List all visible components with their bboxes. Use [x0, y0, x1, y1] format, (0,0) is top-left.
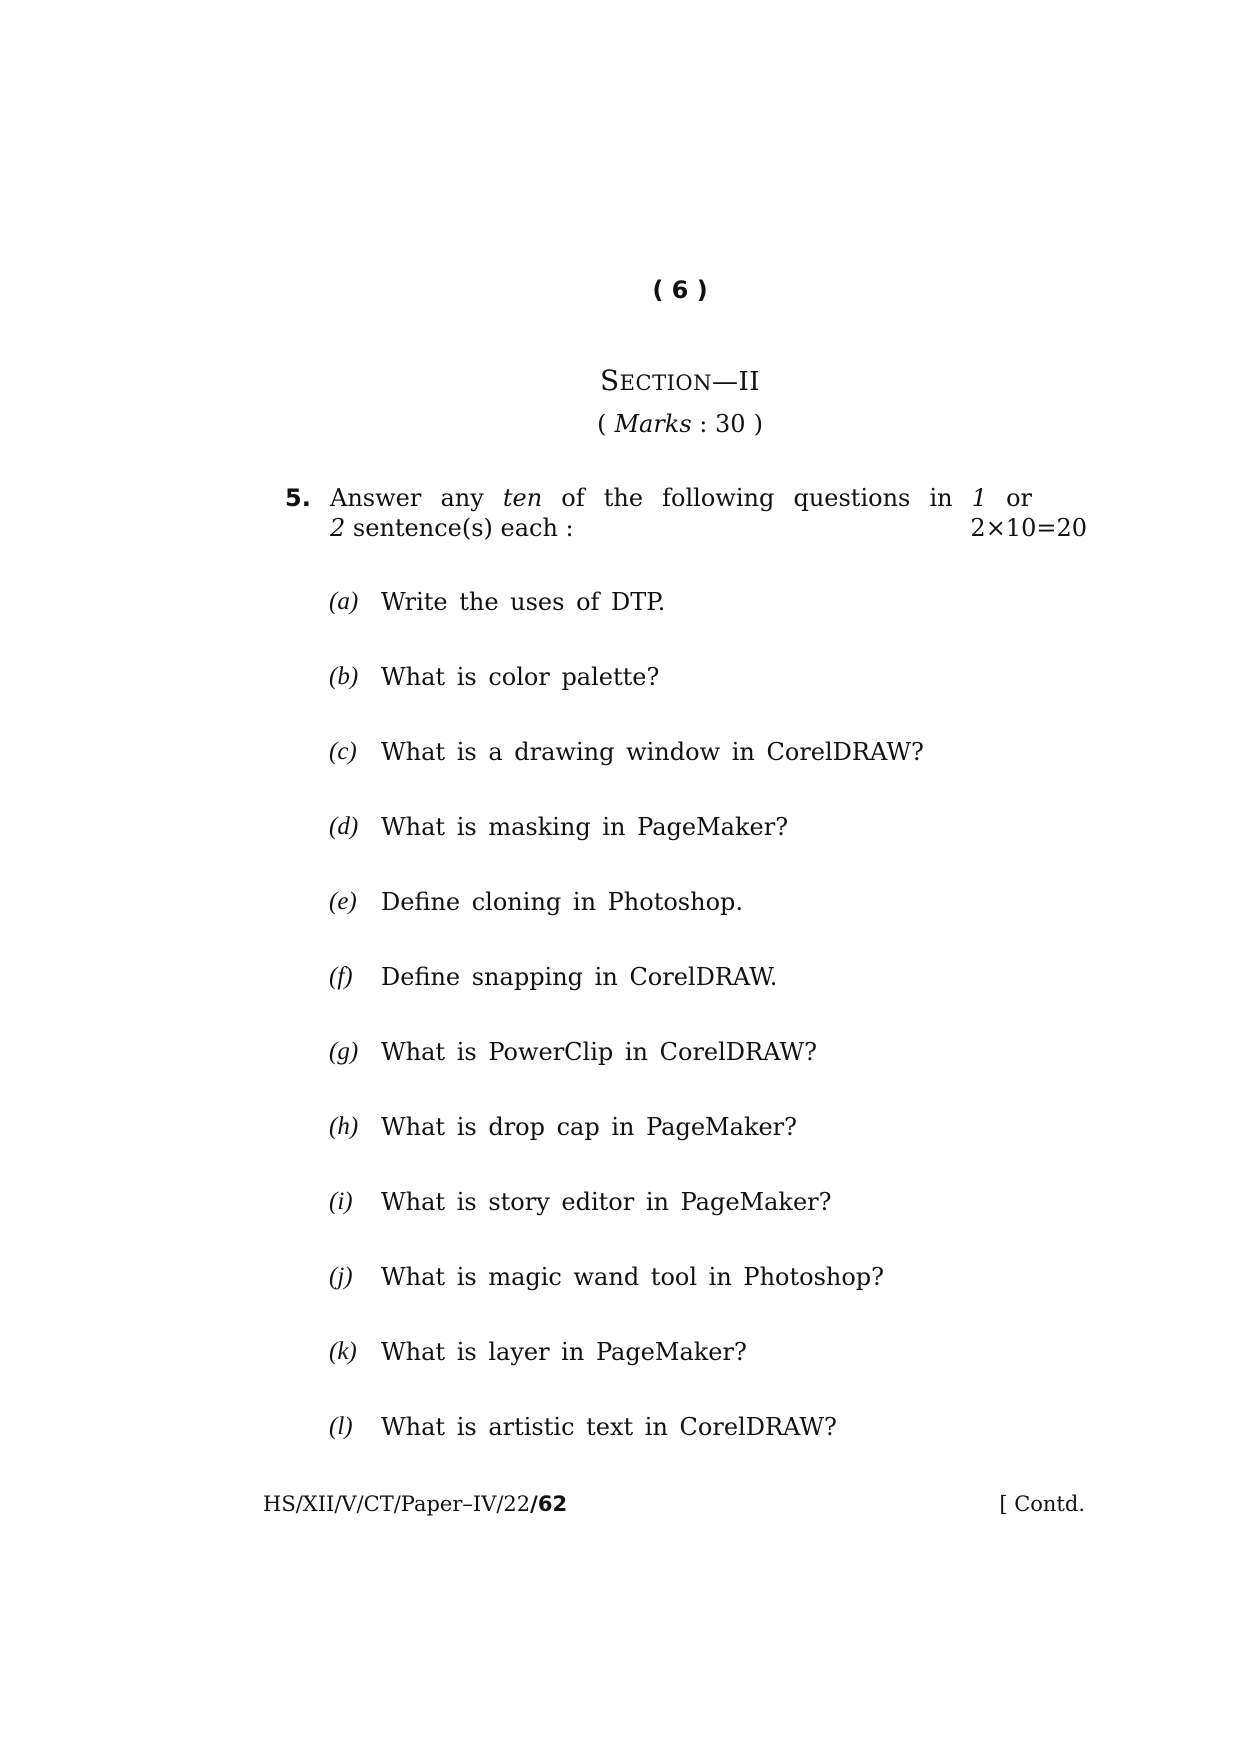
marks-value: : 30	[699, 410, 746, 438]
instruction-word: of	[561, 484, 585, 512]
instruction-word: in	[929, 484, 953, 512]
page-number: ( 6 )	[652, 276, 708, 304]
subquestion-text: What is magic wand tool in Photoshop?	[381, 1263, 885, 1291]
subquestion-label: (d)	[329, 813, 359, 840]
instruction-word: Answer	[330, 484, 422, 512]
subquestion-label: (j)	[329, 1263, 353, 1290]
instruction-word: any	[440, 484, 484, 512]
subquestion-text: Define cloning in Photoshop.	[381, 888, 744, 916]
instruction-text: sentence(s) each :	[352, 514, 574, 542]
subquestion-text: Define snapping in CorelDRAW.	[381, 963, 778, 991]
continued-note: [ Contd.	[999, 1492, 1085, 1516]
section-title-initial: S	[599, 364, 620, 397]
subquestion-label: (c)	[329, 738, 357, 765]
subquestion-label: (b)	[329, 663, 359, 690]
subquestion-label: (f)	[329, 963, 353, 990]
subquestion-label: (h)	[329, 1113, 359, 1140]
subquestion-text: Write the uses of DTP.	[381, 588, 666, 616]
instruction-word-emphasis: 2	[330, 514, 346, 542]
instruction-word: or	[1006, 484, 1033, 512]
instruction-word: the	[603, 484, 644, 512]
section-marks	[0, 410, 1241, 438]
question-marks: 2×10=20	[970, 514, 1087, 542]
subquestion-label: (k)	[329, 1338, 357, 1365]
question-number: 5.	[285, 484, 311, 512]
section-title-smallcaps: ECTION	[619, 371, 712, 395]
instruction-word: questions	[793, 484, 911, 512]
subquestion-label: (g)	[329, 1038, 359, 1065]
paper-code	[263, 1492, 567, 1516]
subquestion-text: What is story editor in PageMaker?	[381, 1188, 832, 1216]
subquestion-label: (i)	[329, 1188, 353, 1215]
subquestion-label: (l)	[329, 1413, 353, 1440]
section-title-number: —II	[711, 367, 761, 397]
marks-paren-close: )	[753, 410, 763, 438]
question-instruction-line2	[330, 514, 1032, 542]
question-instruction-line1	[330, 484, 1032, 512]
paper-code-text: HS/XII/V/CT/Paper–IV/22	[263, 1492, 531, 1516]
subquestion-label: (a)	[329, 588, 359, 615]
subquestion-text: What is a drawing window in CorelDRAW?	[381, 738, 924, 766]
subquestion-label: (e)	[329, 888, 357, 915]
instruction-word-emphasis: 1	[971, 484, 987, 512]
subquestion-text: What is drop cap in PageMaker?	[381, 1113, 798, 1141]
paper-code-bold: /62	[530, 1492, 568, 1516]
subquestion-text: What is masking in PageMaker?	[381, 813, 789, 841]
instruction-word-emphasis: ten	[502, 484, 543, 512]
section-title	[0, 364, 1241, 397]
subquestion-text: What is artistic text in CorelDRAW?	[381, 1413, 837, 1441]
subquestion-text: What is color palette?	[381, 663, 660, 691]
subquestion-text: What is layer in PageMaker?	[381, 1338, 747, 1366]
instruction-word: following	[662, 484, 775, 512]
marks-paren-open: (	[597, 410, 607, 438]
marks-label: Marks	[614, 410, 692, 438]
subquestion-text: What is PowerClip in CorelDRAW?	[381, 1038, 818, 1066]
